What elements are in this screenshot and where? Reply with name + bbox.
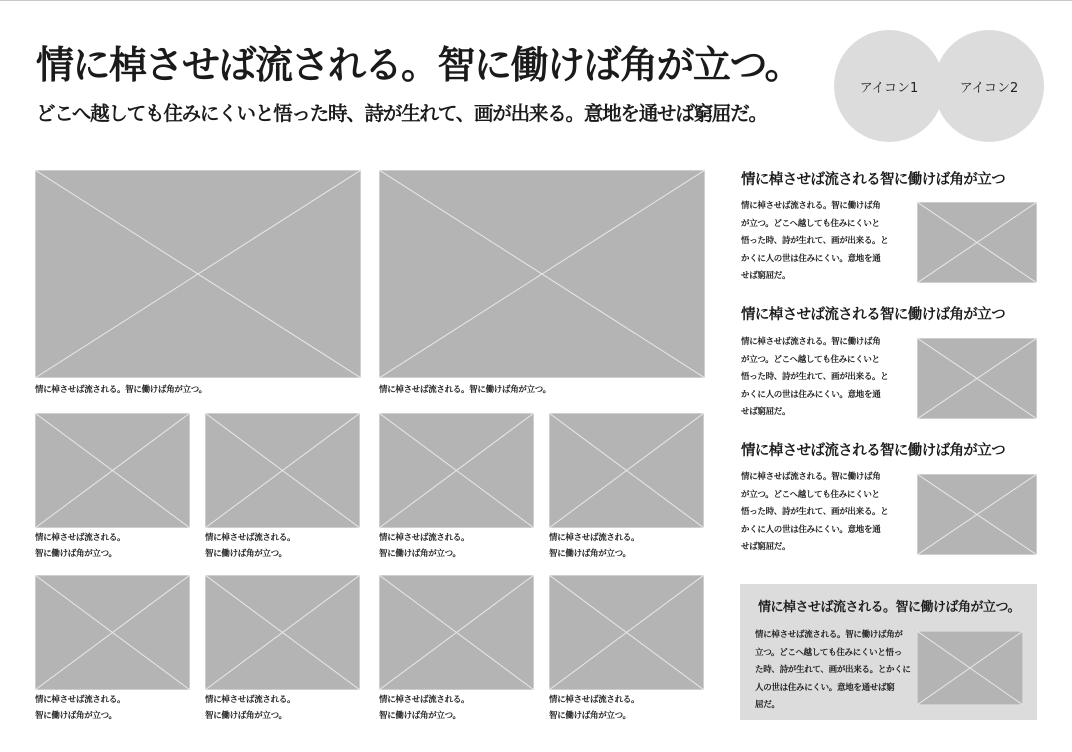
image-placeholder-small[interactable] [205,413,360,528]
sidebar-image-placeholder[interactable] [917,338,1037,419]
sidebar-image-placeholder[interactable] [917,474,1037,555]
placeholder-cross [379,170,705,378]
sidebar-article-line: 情に棹させば流される。智に働けば角 [741,201,881,211]
image-placeholder-small[interactable] [379,413,534,528]
image-caption-line1: 情に棹させば流される。 [35,695,126,705]
sidebar-article-title: 情に棹させば流される智に働けば角が立つ [741,443,1006,459]
sidebar-article-body [741,334,906,422]
sidebar-article-title: 情に棹させば流される智に働けば角が立つ [741,307,1006,323]
image-caption: 情に棹させば流される。智に働けば角が立つ。 [379,385,551,395]
image-caption [205,530,295,562]
icon-1-label: アイコン1 [859,80,919,96]
image-caption [205,692,295,724]
image-caption: 情に棹させば流される。智に働けば角が立つ。 [35,385,207,395]
sidebar-article-body [741,469,906,557]
image-placeholder-large[interactable] [35,170,361,378]
placeholder-cross [379,413,534,528]
icon-2-label: アイコン2 [959,80,1019,96]
image-placeholder-large[interactable] [379,170,705,378]
featured-box-line: 屈だ。 [755,700,780,710]
image-placeholder-small[interactable] [549,413,704,528]
image-caption-line1: 情に棹させば流される。 [205,695,296,705]
image-caption-line2: 智に働けば角が立つ。 [205,549,287,559]
sidebar-article-line: せば窮屈だ。 [741,542,791,552]
featured-box [740,584,1037,720]
featured-box-line: た時、詩が生れて、画が出来る。とかくに [755,665,911,675]
placeholder-cross [35,413,190,528]
image-caption [379,530,469,562]
placeholder-cross [917,474,1037,555]
top-rule [0,0,1072,1]
image-caption [379,692,469,724]
icon-2[interactable] [934,30,1044,142]
sidebar-article-line: 悟った時、詩が生れて、画が出来る。と [741,507,889,517]
image-caption-line2: 智に働けば角が立つ。 [35,711,117,721]
sidebar-article-line: が立つ。どこへ越しても住みにくいと [741,489,880,500]
featured-box-line: 立つ。どこへ越しても住みにくいと悟っ [755,647,902,658]
image-caption-line2: 智に働けば角が立つ。 [379,549,461,559]
image-caption-line1: 情に棹させば流される。 [549,533,640,543]
sidebar-article-line: 情に棹させば流される。智に働けば角 [741,337,881,347]
placeholder-cross [549,575,704,690]
placeholder-cross [205,413,360,528]
sidebar-image-placeholder[interactable] [917,202,1037,283]
placeholder-cross [917,202,1037,283]
image-caption-line2: 智に働けば角が立つ。 [549,711,631,721]
image-caption-line1: 情に棹させば流される。 [379,695,470,705]
image-caption [549,530,639,562]
page-headline: 情に棹させば流される。智に働けば角が立つ。 [36,43,801,87]
placeholder-cross [205,575,360,690]
sidebar-article-title: 情に棹させば流される智に働けば角が立つ [741,172,1006,188]
sidebar-article-line: 情に棹させば流される。智に働けば角 [741,472,881,482]
image-caption-line2: 智に働けば角が立つ。 [379,711,461,721]
image-caption-line1: 情に棹させば流される。 [205,533,296,543]
image-caption [35,530,125,562]
image-placeholder-small[interactable] [35,575,190,690]
featured-box-line: 情に棹させば流される。智に働けば角が [755,630,903,640]
sidebar-article-line: せば窮屈だ。 [741,407,791,417]
image-caption-line2: 智に働けば角が立つ。 [549,549,631,559]
sidebar-article-line: かくに人の世は住みにくい。意地を通 [741,253,881,264]
image-caption [35,692,125,724]
sidebar-article-line: かくに人の世は住みにくい。意地を通 [741,524,881,535]
placeholder-cross [379,575,534,690]
image-placeholder-small[interactable] [549,575,704,690]
image-placeholder-small[interactable] [379,575,534,690]
featured-box-image-placeholder[interactable] [917,631,1023,705]
featured-box-title: 情に棹させば流される。智に働けば角が立つ。 [758,600,1020,615]
image-caption [549,692,639,724]
image-placeholder-small[interactable] [35,413,190,528]
sidebar-article-body [741,198,906,286]
sidebar-article-line: 悟った時、詩が生れて、画が出来る。と [741,372,889,382]
image-caption-line2: 智に働けば角が立つ。 [35,549,117,559]
image-placeholder-small[interactable] [205,575,360,690]
placeholder-cross [917,631,1023,705]
placeholder-cross [35,575,190,690]
icon-1[interactable] [834,30,944,142]
placeholder-cross [917,338,1037,419]
image-caption-line1: 情に棹させば流される。 [549,695,640,705]
image-caption-line1: 情に棹させば流される。 [379,533,470,543]
sidebar-article-line: が立つ。どこへ越しても住みにくいと [741,354,880,365]
sidebar-article-line: が立つ。どこへ越しても住みにくいと [741,218,880,229]
placeholder-cross [35,170,361,378]
featured-box-line: 人の世は住みにくい。意地を通せば窮 [755,682,895,693]
page-subhead: どこへ越しても住みにくいと悟った時、詩が生れて、画が出来る。意地を通せば窮屈だ。 [36,102,767,125]
sidebar-article-line: 悟った時、詩が生れて、画が出来る。と [741,236,889,246]
image-caption-line2: 智に働けば角が立つ。 [205,711,287,721]
featured-box-body [755,627,911,715]
sidebar-article-line: かくに人の世は住みにくい。意地を通 [741,389,881,400]
image-caption-line1: 情に棹させば流される。 [35,533,126,543]
placeholder-cross [549,413,704,528]
sidebar-article-line: せば窮屈だ。 [741,271,791,281]
